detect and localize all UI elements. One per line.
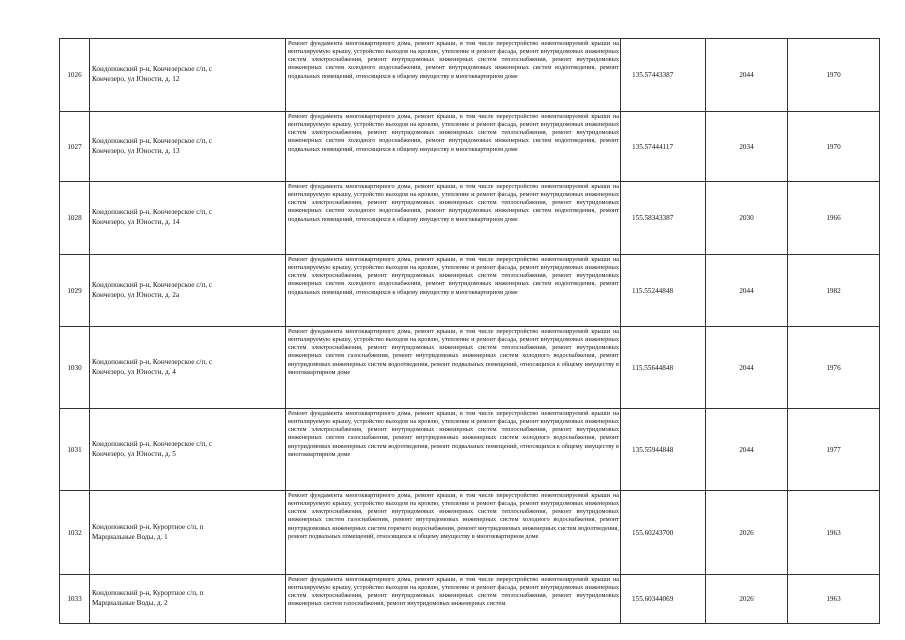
row-number-cell: 1028	[60, 182, 90, 255]
capital-repair-table	[59, 38, 880, 624]
table-row	[60, 255, 880, 327]
address-line-2: Марциальные Воды, д. 2	[92, 599, 168, 607]
works-cell: Ремонт фундамента многоквартирного дома, ремонт крыши, в том числе переустройство невентилируемой крыши на вентилируемую крышу, устройство выходов на кровлю, утепление и ремонт фасада, ремонт внутридомовых инженерных систем электроснабжения, ремонт внутридомовых инженерных систем теплоснабжения, ремонт внутридомовых инженерных систем газоснабжения, ремонт внутридомовых инженерных систем холодного водоснабжения, ремонт внутридомовых инженерных систем горячего водоснабжения, ремонт внутридомовых инженерных систем водоотведения, ремонт подвальных помещений, относящихся к общему имуществу в многоквартирном доме	[286, 491, 621, 575]
works-cell: Ремонт фундамента многоквартирного дома, ремонт крыши, в том числе переустройство невентилируемой крыши на вентилируемую крышу, устройство выходов на кровлю, утепление и ремонт фасада, ремонт внутридомовых инженерных систем электроснабжения, ремонт внутридомовых инженерных систем теплоснабжения, ремонт внутридомовых инженерных систем газоснабжения, ремонт внутридомовых инженерных систем холодного водоснабжения, ремонт внутридомовых инженерных систем водоотведения, ремонт подвальных помещений, относящихся к общему имуществу в многоквартирном доме	[286, 409, 621, 491]
address-line-1: Кондопожский р-н, Кончезерское с/п, с	[92, 357, 213, 366]
row-number-cell: 1033	[60, 575, 90, 624]
cost-cell: 135.55944848	[621, 409, 706, 491]
build-year-cell: 1970	[788, 112, 880, 182]
table-row	[60, 39, 880, 112]
address-line-1: Кондопожский р-н, Кончезерское с/п, с	[92, 65, 213, 74]
address-cell	[90, 575, 286, 624]
address-line-2: Кончезеро, ул Юности, д. 13	[92, 146, 180, 155]
table-row	[60, 491, 880, 575]
cost-cell: 115.55244848	[621, 255, 706, 327]
build-year-cell: 1963	[788, 575, 880, 624]
table-row	[60, 327, 880, 409]
works-cell: Ремонт фундамента многоквартирного дома, ремонт крыши, в том числе переустройство невентилируемой крыши на вентилируемую крышу, устройство выходов на кровлю, утепление и ремонт фасада, ремонт внутридомовых инженерных систем электроснабжения, ремонт внутридомовых инженерных систем теплоснабжения, ремонт внутридомовых инженерных систем газоснабжения, ремонт внутридомовых инженерных систем	[286, 575, 621, 624]
cost-cell: 135.57443387	[621, 39, 706, 112]
row-number-cell: 1032	[60, 491, 90, 575]
address-line-1: Кондопожский р-н, Кончезерское с/п, с	[92, 208, 213, 217]
planned-year-cell: 2044	[706, 409, 788, 491]
table-row	[60, 112, 880, 182]
table-row	[60, 409, 880, 491]
address-cell	[90, 39, 286, 112]
works-cell: Ремонт фундамента многоквартирного дома, ремонт крыши, в том числе переустройство невентилируемой крыши на вентилируемую крышу, устройство выходов на кровлю, утепление и ремонт фасада, ремонт внутридомовых инженерных систем электроснабжения, ремонт внутридомовых инженерных систем теплоснабжения, ремонт внутридомовых инженерных систем холодного водоснабжения, ремонт внутридомовых инженерных систем водоотведения, ремонт подвальных помещений, относящихся к общему имуществу в многоквартирном доме	[286, 112, 621, 182]
planned-year-cell: 2044	[706, 39, 788, 112]
build-year-cell: 1966	[788, 182, 880, 255]
table-body	[60, 39, 880, 624]
planned-year-cell: 2034	[706, 112, 788, 182]
address-line-1: Кондопожский р-н, Курортное с/п, п	[92, 589, 204, 598]
planned-year-cell: 2026	[706, 575, 788, 624]
works-cell: Ремонт фундамента многоквартирного дома, ремонт крыши, в том числе переустройство невентилируемой крыши на вентилируемую крышу, устройство выходов на кровлю, утепление и ремонт фасада, ремонт внутридомовых инженерных систем электроснабжения, ремонт внутридомовых инженерных систем теплоснабжения, ремонт внутридомовых инженерных систем холодного водоснабжения, ремонт внутридомовых инженерных систем водоотведения, ремонт подвальных помещений, относящихся к общему имуществу в многоквартирном доме	[286, 255, 621, 327]
works-cell: Ремонт фундамента многоквартирного дома, ремонт крыши, в том числе переустройство невентилируемой крыши на вентилируемую крышу, устройство выходов на кровлю, утепление и ремонт фасада, ремонт внутридомовых инженерных систем электроснабжения, ремонт внутридомовых инженерных систем теплоснабжения, ремонт внутридомовых инженерных систем холодного водоснабжения, ремонт внутридомовых инженерных систем водоотведения, ремонт подвальных помещений, относящихся к общему имуществу в многоквартирном доме	[286, 39, 621, 112]
table-row	[60, 182, 880, 255]
address-line-1: Кондопожский р-н, Курортное с/п, п	[92, 522, 204, 531]
row-number-cell: 1026	[60, 39, 90, 112]
address-line-2: Кончезеро, ул Юности, д. 14	[92, 218, 180, 226]
cost-cell: 135.57444117	[621, 112, 706, 182]
address-line-1: Кондопожский р-н, Кончезерское с/п, с	[92, 439, 213, 448]
row-number-cell: 1027	[60, 112, 90, 182]
planned-year-cell: 2030	[706, 182, 788, 255]
cost-cell: 155.60344069	[621, 575, 706, 624]
address-cell	[90, 491, 286, 575]
address-cell	[90, 327, 286, 409]
address-line-1: Кондопожский р-н, Кончезерское с/п, с	[92, 136, 213, 145]
table-row	[60, 575, 880, 624]
address-cell	[90, 112, 286, 182]
address-line-2: Кончезеро, ул Юности, д. 2а	[92, 290, 180, 299]
planned-year-cell: 2026	[706, 491, 788, 575]
address-line-1: Кондопожский р-н, Кончезерское с/п, с	[92, 280, 213, 289]
address-line-2: Кончезеро, ул Юности, д. 4	[92, 367, 176, 376]
address-cell	[90, 255, 286, 327]
build-year-cell: 1963	[788, 491, 880, 575]
build-year-cell: 1977	[788, 409, 880, 491]
row-number-cell: 1030	[60, 327, 90, 409]
cost-cell: 155.58343387	[621, 182, 706, 255]
works-cell: Ремонт фундамента многоквартирного дома, ремонт крыши, в том числе переустройство невентилируемой крыши на вентилируемую крышу, устройство выходов на кровлю, утепление и ремонт фасада, ремонт внутридомовых инженерных систем электроснабжения, ремонт внутридомовых инженерных систем теплоснабжения, ремонт внутридомовых инженерных систем холодного водоснабжения, ремонт внутридомовых инженерных систем водоотведения, ремонт подвальных помещений, относящихся к общему имуществу в многоквартирном доме	[286, 182, 621, 255]
planned-year-cell: 2044	[706, 327, 788, 409]
build-year-cell: 1982	[788, 255, 880, 327]
address-cell	[90, 182, 286, 255]
row-number-cell: 1029	[60, 255, 90, 327]
works-cell: Ремонт фундамента многоквартирного дома, ремонт крыши, в том числе переустройство невентилируемой крыши на вентилируемую крышу, устройство выходов на кровлю, утепление и ремонт фасада, ремонт внутридомовых инженерных систем электроснабжения, ремонт внутридомовых инженерных систем теплоснабжения, ремонт внутридомовых инженерных систем газоснабжения, ремонт внутридомовых инженерных систем холодного водоснабжения, ремонт внутридомовых инженерных систем водоотведения, ремонт подвальных помещений, относящихся к общему имуществу в многоквартирном доме	[286, 327, 621, 409]
address-line-2: Кончезеро, ул Юности, д. 12	[92, 75, 180, 83]
build-year-cell: 1970	[788, 39, 880, 112]
address-line-2: Марциальные Воды, д. 1	[92, 532, 168, 541]
build-year-cell: 1976	[788, 327, 880, 409]
cost-cell: 155.60243700	[621, 491, 706, 575]
row-number-cell: 1031	[60, 409, 90, 491]
planned-year-cell: 2044	[706, 255, 788, 327]
address-line-2: Кончезеро, ул Юности, д. 5	[92, 449, 176, 458]
cost-cell: 115.55644848	[621, 327, 706, 409]
address-cell	[90, 409, 286, 491]
